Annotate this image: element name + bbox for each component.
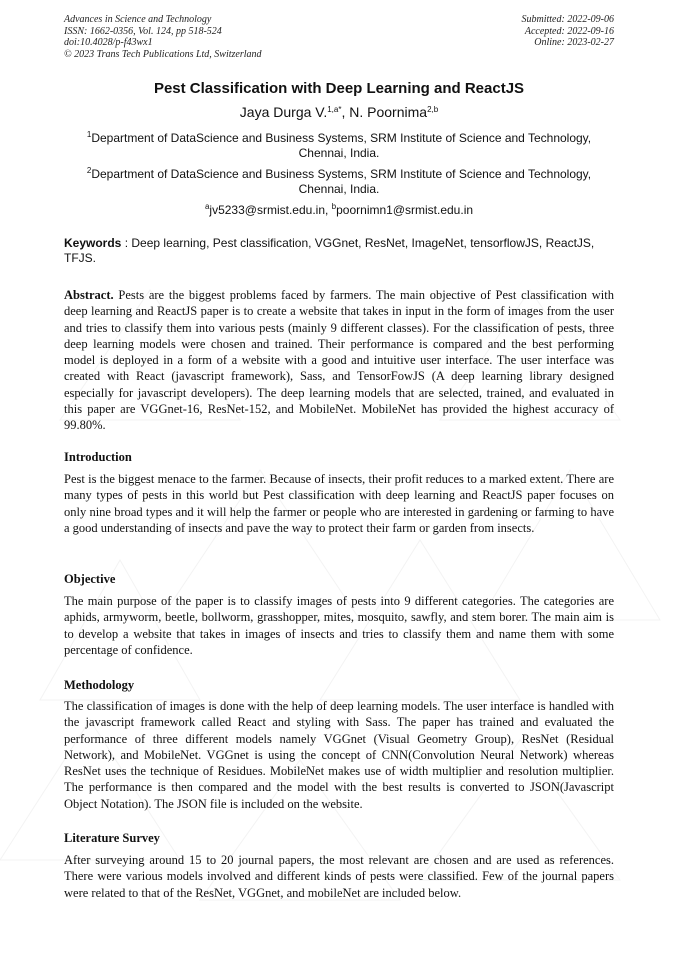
author-2-affiliation: 2,b [427,105,439,114]
abstract-label: Abstract. [64,288,114,302]
affiliation-1-marker: 1 [86,130,92,139]
accepted-date: Accepted: 2022-09-16 [524,25,614,37]
section-heading-introduction: Introduction [64,450,132,464]
abstract-text: Pests are the biggest problems faced by farmers. The main objective of Pest classification with deep learning and ReactJS paper is to create a website that takes in input in the form of images from the user and tries to classify them into various pests (mainly 9 different classes). For the classification of pests, three deep learning models were chosen and trained. Their performance is compared and the best performing model is deployed in a form of a website with a good and intuitive user interface. The user interface was created with React (javascript framework), Sass, and TensorFowJS (A deep learning library designed especially for javascript developers). The deep learning models that are selected, trained, and evaluated in this paper are VGGnet-16, ResNet-152, and MobileNet. MobileNet has provided the highest accuracy of 99.80%. [64,288,614,433]
affiliation-2-marker: 2 [86,166,92,175]
submission-dates [522,14,615,49]
doi[interactable]: doi:10.4028/p-f43wx1 [64,37,153,48]
author-2: N. Poornima [349,104,428,120]
section-text-objective: The main purpose of the paper is to classify images of pests into 9 different categories. The categories are aphids, armyworm, beetle, bollworm, grasshopper, mites, mosquito, sawfly, and stem borer. The main aim is to develop a website that takes in images of insects and tries to classify them and name them with some percentage of confidence. [64,594,614,657]
affiliation-1 [70,131,608,161]
keywords-label: Keywords [64,236,122,250]
author-1: Jaya Durga V. [239,104,328,120]
section-heading-objective: Objective [64,572,116,586]
journal-name: Advances in Science and Technology [64,14,212,25]
paper-title: Pest Classification with Deep Learning and ReactJS [153,80,525,97]
affiliation-2-text: Department of DataScience and Business Systems, SRM Institute of Science and Technology, Chennai, India. [91,167,592,196]
keywords [64,236,614,266]
author-1-affiliation: 1,a* [327,105,342,114]
author-separator: , [341,104,350,120]
affiliation-1-text: Department of DataScience and Business Systems, SRM Institute of Science and Technology, Chennai, India. [91,131,592,160]
journal-info [64,14,262,60]
email-b[interactable]: poornimn1@srmist.edu.in [336,203,474,217]
abstract [64,287,614,434]
section-text-introduction: Pest is the biggest menace to the farmer. Because of insects, their profit reduces to a marked extent. There are many types of pests in this world but Pest classification with deep learning and ReactJS paper focuses on only nine broad types and it will help the farmer or people who are interested in gardening or farming to have a good understanding of insects and pave the way to protect their farm or garden from insects. [64,472,614,535]
issn-volume: ISSN: 1662-0356, Vol. 124, pp 518-524 [64,25,222,37]
author-list [40,104,638,120]
section-text-literature-survey: After surveying around 15 to 20 journal papers, the most relevant are chosen and are used as references. There were various models involved and different kinds of pests were classified. Few of the journal papers were related to that of the ResNet, VGGnet, and mobileNet are included below. [64,853,614,900]
author-emails [40,203,638,217]
email-b-marker: b [331,202,337,211]
email-a-marker: a [204,202,210,211]
email-separator: , [325,203,332,217]
section-heading-methodology: Methodology [64,678,135,692]
submitted-date: Submitted: 2022-09-06 [521,14,614,25]
section-text-methodology: The classification of images is done with the help of deep learning models. The user interface is handled with the javascript framework called React and styling with Sass. The paper has trained and evaluated the performance of three different models namely VGGnet (Visual Geometry Group), ResNet (Residual Network), and MobileNet. VGGnet is using the concept of CNN(Convolution Neural Network) whereas ResNet uses the technique of Residues. MobileNet makes use of width multiplier and resolution multiplier. The performance is then compared and the model with the best results is converted to JSON(Javascript Object Notation). The JSON file is included on the website. [64,699,614,811]
copyright: © 2023 Trans Tech Publications Ltd, Switzerland [64,48,262,60]
online-date: Online: 2023-02-27 [534,37,614,48]
keywords-separator: : [121,236,132,250]
affiliation-2 [70,167,608,197]
keywords-text: Deep learning, Pest classification, VGGnet, ResNet, ImageNet, tensorflowJS, ReactJS, TFJS. [64,236,595,265]
journal-header [64,14,614,64]
section-heading-literature-survey: Literature Survey [64,831,160,845]
email-a[interactable]: jv5233@srmist.edu.in [209,203,325,217]
